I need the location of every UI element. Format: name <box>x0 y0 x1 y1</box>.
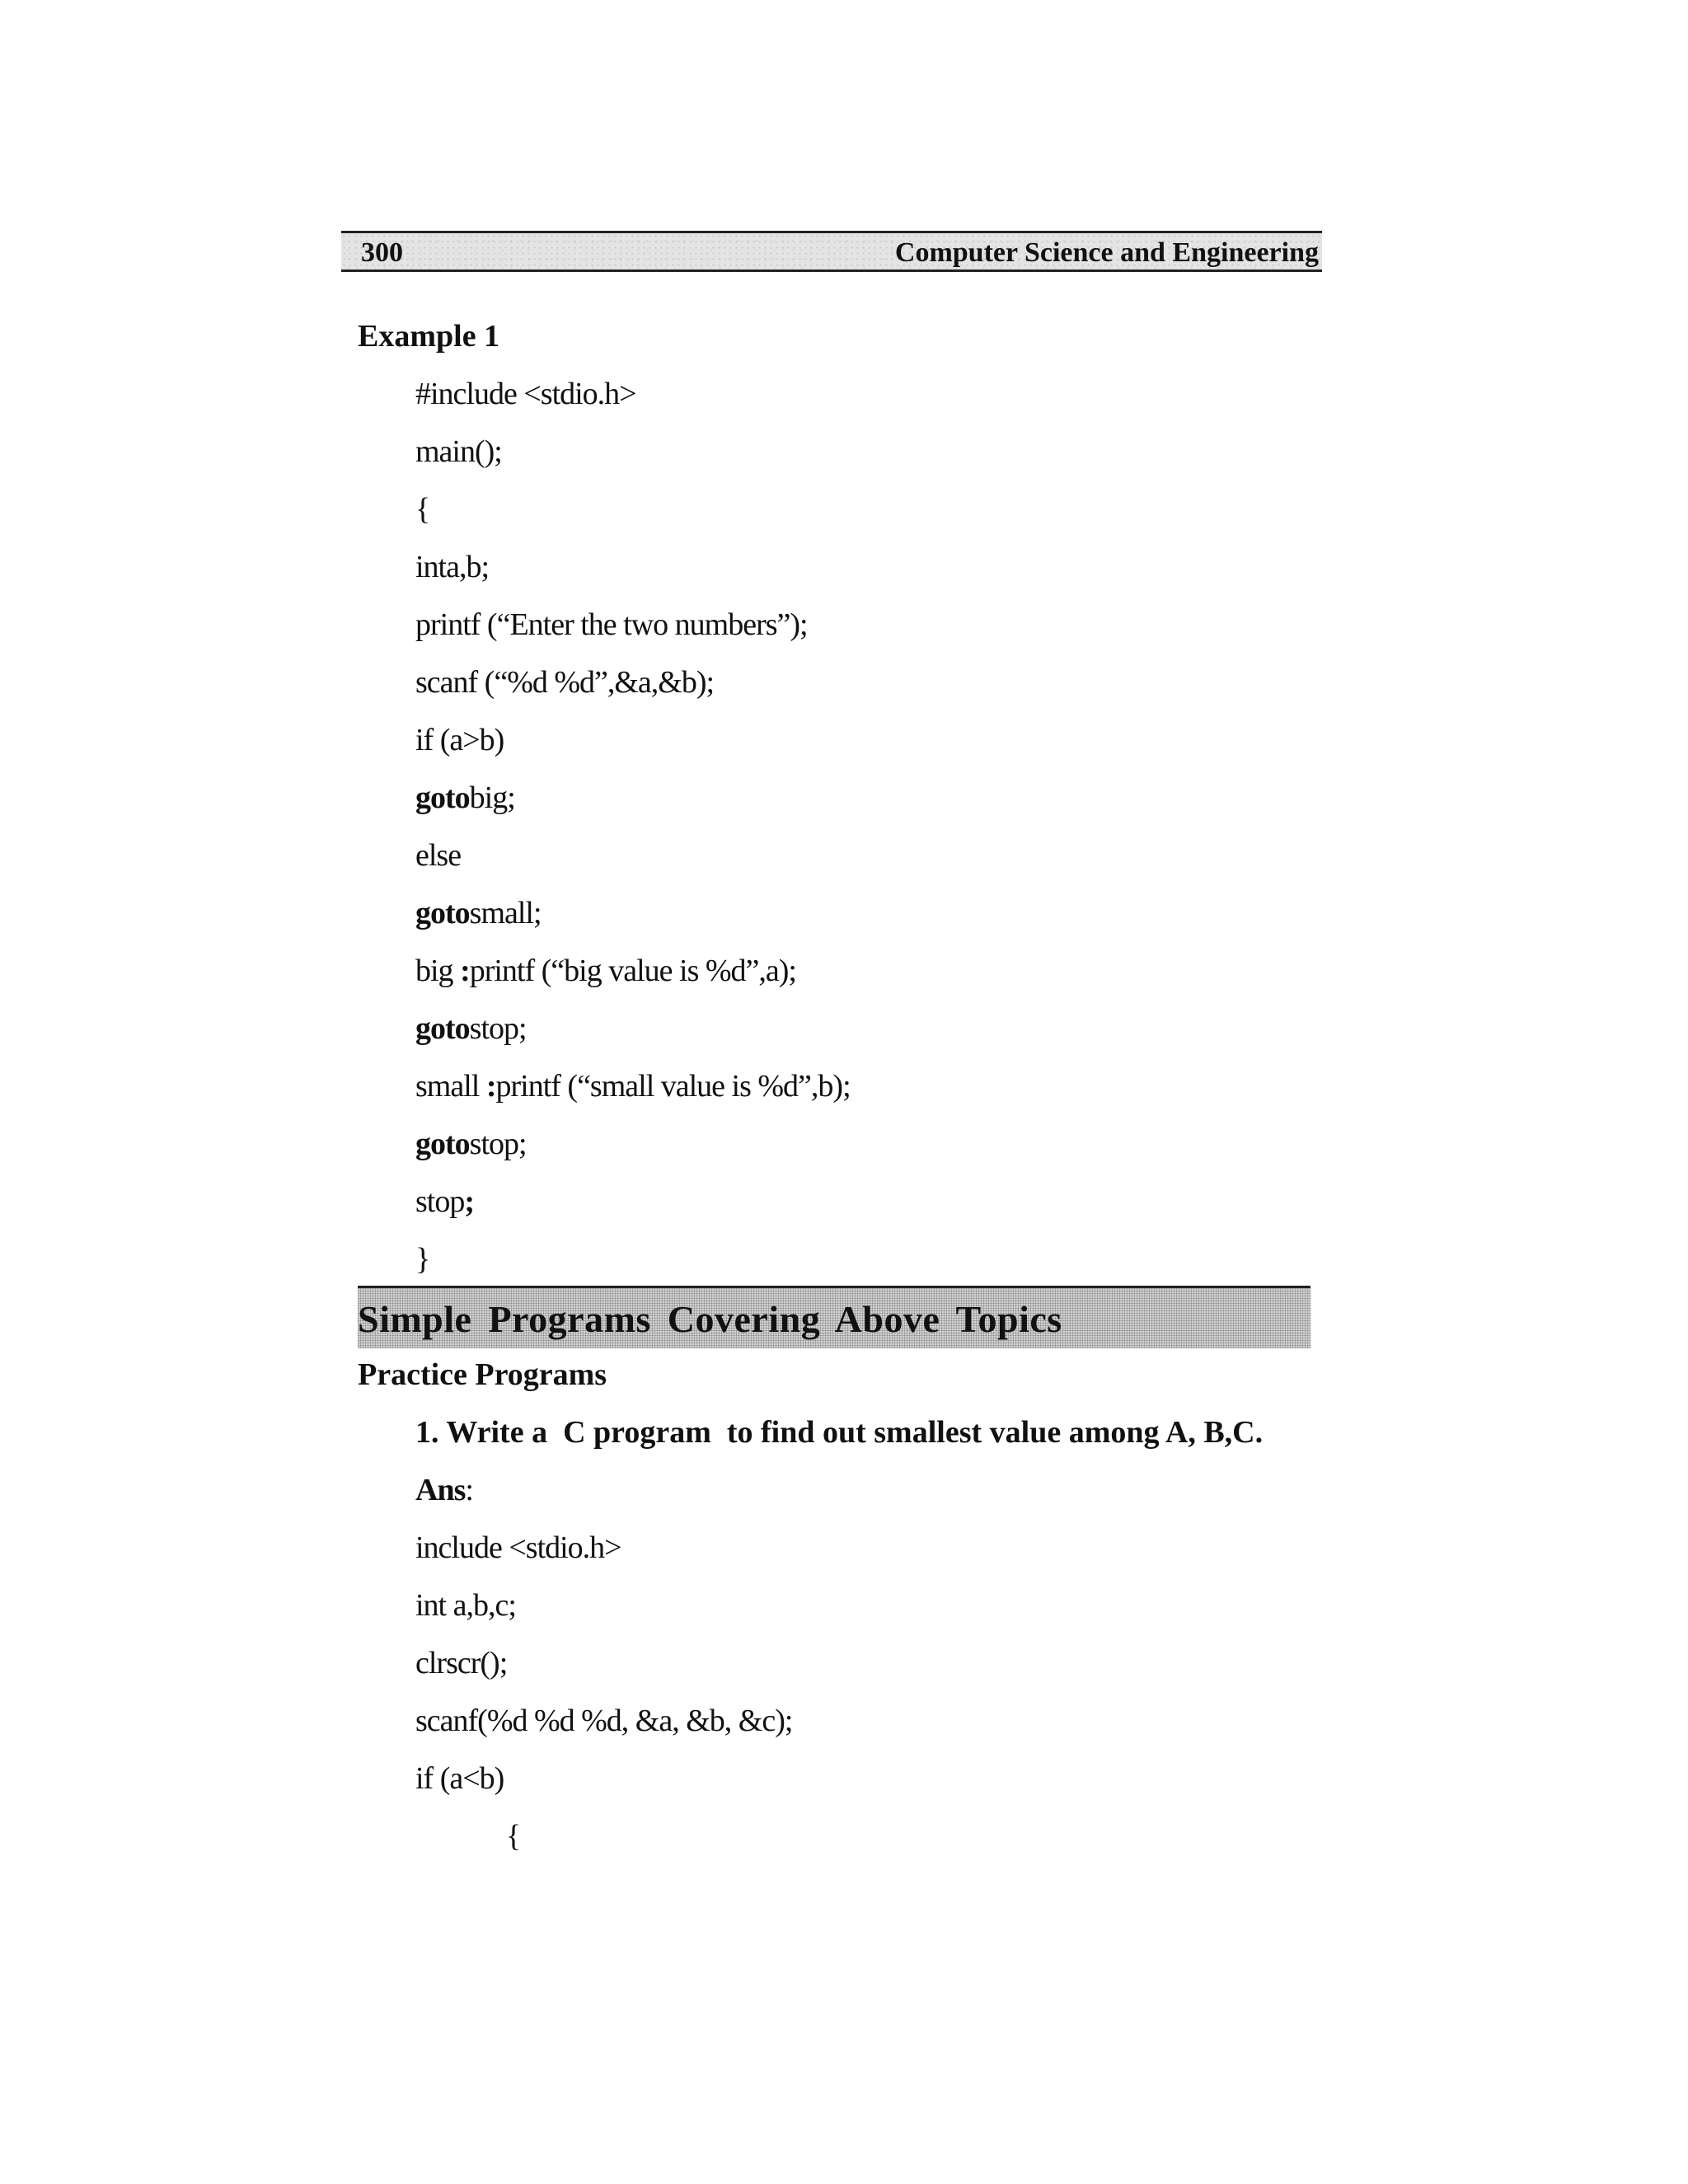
code-text: stop; <box>469 1127 527 1161</box>
label-colon: : <box>485 1069 496 1104</box>
code-text: printf (“small value is %d”,b); <box>495 1069 851 1104</box>
code-semicolon: ; <box>464 1184 475 1219</box>
goto-keyword: goto <box>415 896 470 930</box>
answer-label-line <box>415 1472 473 1508</box>
code-line: scanf (“%d %d”,&a,&b); <box>415 665 715 700</box>
label-colon: : <box>460 954 470 988</box>
question-text: 1. Write a C program to find out smallest value among A, B,C. <box>415 1415 1264 1450</box>
section-title: Simple Programs Covering Above Topics <box>358 1298 1062 1340</box>
code-text: small; <box>469 896 542 930</box>
code-line: if (a>b) <box>415 723 504 757</box>
code-text: big; <box>469 780 515 815</box>
code-line: int a,b,c; <box>415 1588 516 1623</box>
code-line: { <box>415 492 430 527</box>
page-header <box>341 231 1322 272</box>
section-banner <box>358 1286 1311 1348</box>
code-line: include <stdio.h> <box>415 1530 621 1565</box>
example-title: Example 1 <box>358 319 500 354</box>
code-line <box>415 895 542 931</box>
code-line: { <box>506 1819 521 1854</box>
code-line: printf (“Enter the two numbers”); <box>415 607 808 642</box>
label-text: small <box>415 1069 486 1104</box>
code-line: inta,b; <box>415 550 490 584</box>
goto-keyword: goto <box>415 1127 470 1161</box>
code-line: #include <stdio.h> <box>415 377 636 411</box>
code-line: if (a<b) <box>415 1761 504 1796</box>
practice-programs-heading: Practice Programs <box>358 1357 607 1392</box>
code-line: scanf(%d %d %d, &a, &b, &c); <box>415 1704 793 1738</box>
label-text: big <box>415 954 461 988</box>
code-line <box>415 1126 527 1162</box>
code-line: clrscr(); <box>415 1646 508 1680</box>
goto-keyword: goto <box>415 780 470 815</box>
code-line <box>415 1183 474 1220</box>
code-line <box>415 780 515 816</box>
code-line: main(); <box>415 434 502 469</box>
code-text: printf (“big value is %d”,a); <box>469 954 796 988</box>
goto-keyword: goto <box>415 1011 470 1046</box>
answer-label: Ans <box>415 1473 466 1507</box>
code-line <box>415 953 796 989</box>
answer-colon: : <box>465 1473 473 1507</box>
code-line <box>415 1068 851 1104</box>
code-text: stop; <box>469 1011 527 1046</box>
running-title: Computer Science and Engineering <box>894 237 1319 268</box>
code-line <box>415 1010 527 1047</box>
page-number: 300 <box>361 237 403 268</box>
code-line: else <box>415 838 462 873</box>
code-line: } <box>415 1242 430 1277</box>
code-text: stop <box>415 1184 465 1219</box>
